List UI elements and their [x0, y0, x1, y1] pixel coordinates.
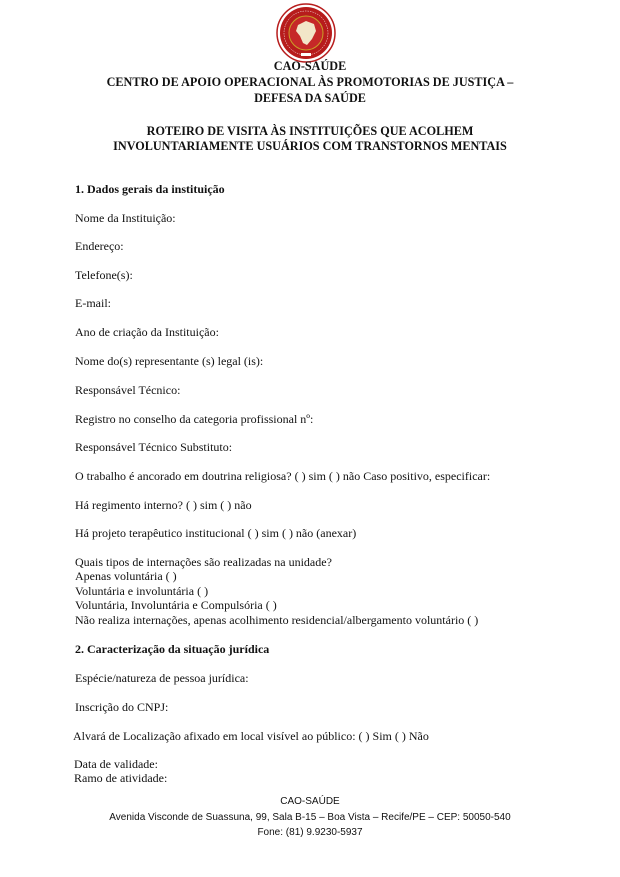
field-regimento-interno: Há regimento interno? ( ) sim ( ) não	[75, 498, 252, 512]
footer-org: CAO-SAÚDE	[280, 796, 340, 807]
field-email: E-mail:	[75, 296, 111, 310]
field-responsavel-substituto: Responsável Técnico Substituto:	[75, 440, 233, 454]
field-doutrina-religiosa: O trabalho é ancorado em doutrina religiosa? ( ) sim ( ) não Caso positivo, especificar:	[75, 469, 491, 483]
field-ano-criacao: Ano de criação da Instituição:	[75, 325, 219, 339]
mppe-seal-logo	[276, 3, 336, 63]
org-short-name: CAO-SAÚDE	[273, 59, 347, 73]
internacoes-option: Voluntária, Involuntária e Compulsória ( )	[75, 598, 277, 612]
footer-address: Avenida Visconde de Suassuna, 99, Sala B-15 – Boa Vista – Recife/PE – CEP: 50050-540	[109, 812, 511, 823]
section-2-title: 2. Caracterização da situação jurídica	[75, 642, 270, 656]
section-1-title: 1. Dados gerais da instituição	[75, 182, 225, 196]
field-alvara-localizacao: Alvará de Localização afixado em local visível ao público: ( ) Sim ( ) Não	[73, 729, 429, 743]
doc-title-line-1: ROTEIRO DE VISITA ÀS INSTITUIÇÕES QUE ACOLHEM	[146, 124, 474, 138]
field-projeto-terapeutico: Há projeto terapêutico institucional ( ) sim ( ) não (anexar)	[75, 526, 357, 540]
field-cnpj: Inscrição do CNPJ:	[75, 700, 169, 714]
field-telefone: Telefone(s):	[75, 268, 133, 282]
field-ramo-atividade: Ramo de atividade:	[74, 771, 168, 785]
doc-title-line-2: INVOLUNTARIAMENTE USUÁRIOS COM TRANSTORNOS MENTAIS	[113, 139, 507, 153]
internacoes-option: Voluntária e involuntária ( )	[75, 584, 209, 598]
field-representante-legal: Nome do(s) representante (s) legal (is):	[75, 354, 264, 368]
org-line-2: DEFESA DA SAÚDE	[254, 91, 366, 105]
field-nome-instituicao: Nome da Instituição:	[75, 211, 176, 225]
footer-phone: Fone: (81) 9.9230-5937	[257, 827, 363, 838]
field-especie-pessoa-juridica: Espécie/natureza de pessoa jurídica:	[75, 671, 249, 685]
internacoes-option: Apenas voluntária ( )	[75, 569, 177, 583]
field-endereco: Endereço:	[75, 239, 124, 253]
field-data-validade: Data de validade:	[74, 757, 158, 771]
field-responsavel-tecnico: Responsável Técnico:	[75, 383, 181, 397]
internacoes-option: Não realiza internações, apenas acolhimento residencial/albergamento voluntário ( )	[75, 613, 479, 627]
internacoes-question: Quais tipos de internações são realizadas na unidade?	[75, 555, 332, 569]
org-line-1: CENTRO DE APOIO OPERACIONAL ÀS PROMOTORIAS DE JUSTIÇA –	[106, 75, 514, 89]
field-registro-conselho: Registro no conselho da categoria profissional nº:	[75, 412, 314, 426]
